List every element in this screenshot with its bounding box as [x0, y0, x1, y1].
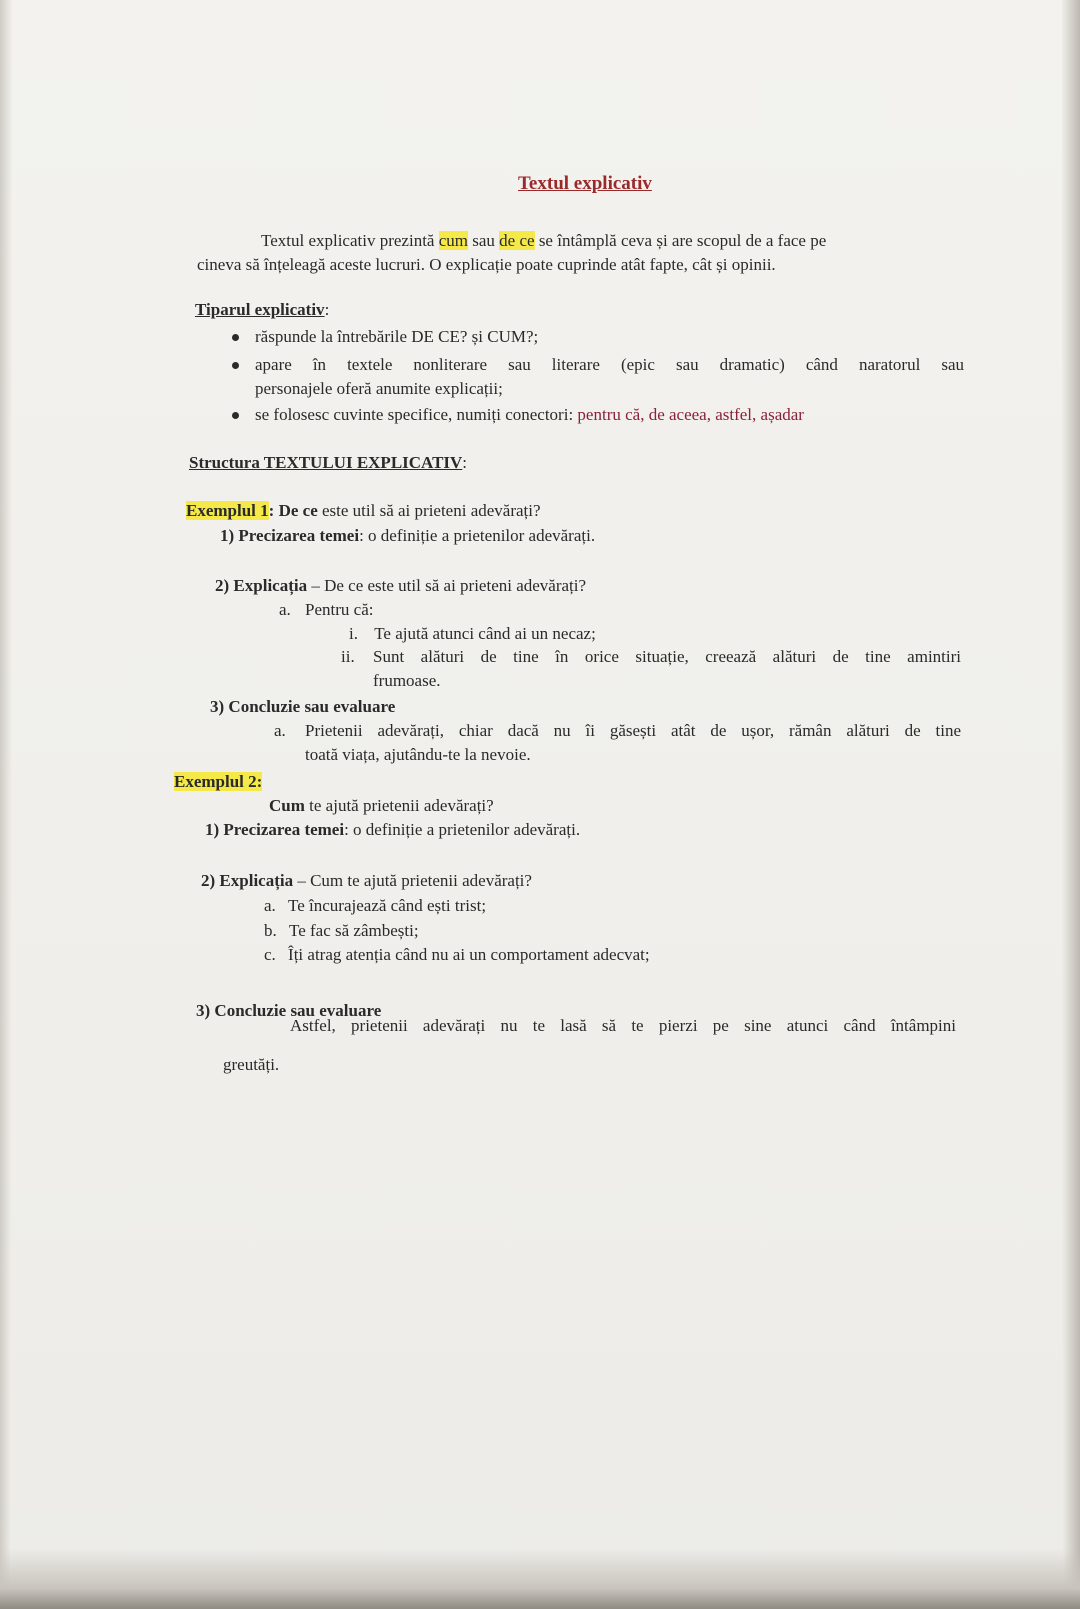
list-marker: a. [279, 600, 291, 619]
intro-line-1 [261, 230, 966, 252]
example-1-question-keyword: De ce [278, 501, 318, 520]
example-2-question-keyword: Cum [269, 796, 305, 815]
intro-line-2: cineva să înțeleagă aceste lucruri. O explicație poate cuprinde atât fapte, cât și opinii. [197, 255, 776, 274]
tipar-bullet-1: răspunde la întrebările DE CE? și CUM?; [255, 327, 539, 346]
structura-heading-colon: : [462, 453, 468, 472]
page-right-edge [1062, 0, 1080, 1609]
intro-text-mid: sau [472, 231, 495, 250]
example-2-conclusion-line-1: Astfel, prietenii adevărați nu te lasă să te pierzi pe sine atunci când întâmpini [290, 1016, 956, 1035]
list-text: Te fac să zâmbești; [289, 921, 419, 940]
example-1-sub-a [279, 599, 374, 621]
list-text: Pentru că: [305, 600, 374, 619]
step-number: 2) [201, 871, 216, 890]
example-2-item [264, 895, 486, 917]
list-marker: c. [264, 945, 276, 964]
highlight-de-ce: de ce [499, 231, 535, 250]
list-marker: a. [264, 896, 276, 915]
list-text: Te ajută atunci când ai un necaz; [374, 624, 596, 643]
highlight-cum: cum [438, 231, 468, 250]
step-number: 3) [196, 1001, 211, 1020]
example-2-step-1 [205, 819, 580, 841]
structura-heading [189, 452, 467, 474]
example-2-label-line [174, 771, 262, 793]
list-marker: ii. [341, 647, 355, 666]
step-title: Precizarea temei [238, 526, 360, 545]
bullet-icon [232, 362, 239, 369]
example-2-step-2 [201, 870, 532, 892]
intro-text-start: Textul explicativ prezintă [261, 231, 435, 250]
example-1-step-3 [210, 696, 395, 718]
step-number: 3) [210, 697, 225, 716]
example-1-colon: : [268, 501, 275, 520]
example-2-item [264, 920, 419, 942]
step-title: Concluzie sau evaluare [214, 1001, 382, 1020]
step-title: Precizarea temei [223, 820, 345, 839]
example-1-step-1 [220, 525, 595, 547]
example-1-conclusion-line-2: toată viața, ajutându-te la nevoie. [305, 745, 531, 764]
tipar-bullet-2-line-2: personajele oferă anumite explicații; [255, 379, 503, 398]
example-1-label: Exemplul 1 [186, 501, 269, 520]
connectors-intro: se folosesc cuvinte specifice, numiți conectori: [255, 405, 574, 424]
tipar-heading-text: Tiparul explicativ [195, 300, 325, 319]
list-text: Te încurajează când ești trist; [288, 896, 487, 915]
example-1-sub-ii-line-1: Sunt alături de tine în orice situație, creează alături de tine amintiri [373, 647, 961, 666]
step-text: : o definiție a prietenilor adevărați. [359, 526, 596, 545]
example-1-sub-i [349, 623, 596, 645]
example-2-item [264, 944, 650, 966]
list-marker: i. [349, 624, 358, 643]
step-text: : o definiție a prietenilor adevărați. [344, 820, 581, 839]
bullet-icon [232, 334, 239, 341]
intro-text-end: se întâmplă ceva și are scopul de a face pe [538, 231, 827, 250]
example-1-question [186, 500, 541, 522]
structura-heading-text: Structura TEXTULUI EXPLICATIV [189, 453, 463, 472]
step-text: – Cum te ajută prietenii adevărați? [297, 871, 532, 890]
step-title: Concluzie sau evaluare [228, 697, 396, 716]
example-1-question-text: este util să ai prieteni adevărați? [322, 501, 541, 520]
example-2-conclusion-line-2: greutăți. [223, 1055, 280, 1074]
list-text: Îți atrag atenția când nu ai un comportament adecvat; [288, 945, 650, 964]
example-1-conclusion-marker: a. [274, 721, 286, 740]
step-title: Explicația [219, 871, 294, 890]
page-title: Textul explicativ [518, 173, 652, 194]
example-2-question [269, 795, 494, 817]
tipar-bullet-3 [255, 404, 804, 426]
step-number: 1) [220, 526, 235, 545]
example-2-question-text: te ajută prietenii adevărați? [309, 796, 494, 815]
connectors-list: pentru că, de aceea, astfel, așadar [577, 405, 804, 424]
step-text: – De ce este util să ai prieteni adevărați? [311, 576, 587, 595]
example-1-step-2 [215, 575, 586, 597]
tipar-bullet-2-line-1: apare în textele nonliterare sau literare (epic sau dramatic) când naratorul sau [255, 355, 964, 374]
step-number: 2) [215, 576, 230, 595]
example-1-sub-ii-line-2: frumoase. [373, 671, 441, 690]
list-marker: b. [264, 921, 277, 940]
example-1-sub-ii [341, 646, 355, 668]
example-1-conclusion-line-1: Prietenii adevărați, chiar dacă nu îi găsești atât de ușor, rămân alături de tine [305, 721, 961, 740]
step-number: 1) [205, 820, 220, 839]
page-left-edge [0, 0, 12, 1609]
page-bottom-shadow [0, 1549, 1080, 1609]
example-2-label: Exemplul 2: [174, 772, 263, 791]
step-title: Explicația [233, 576, 308, 595]
tipar-heading-colon: : [324, 300, 330, 319]
bullet-icon [232, 412, 239, 419]
tipar-heading [195, 299, 329, 321]
